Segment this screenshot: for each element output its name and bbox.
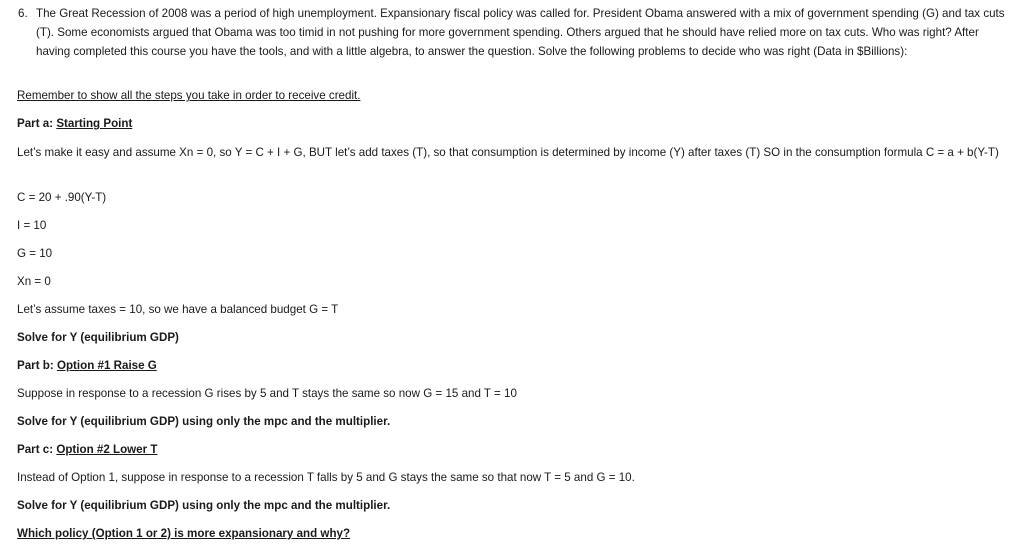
part-a-task: Solve for Y (equilibrium GDP) (17, 331, 179, 344)
equation-investment: I = 10 (17, 219, 47, 232)
reminder-text: Remember to show all the steps you take in order to receive credit. (17, 89, 361, 102)
part-a-heading (17, 117, 132, 130)
part-a-prefix: Part a: (17, 117, 57, 130)
part-a-taxes: Let’s assume taxes = 10, so we have a balanced budget G = T (17, 303, 339, 316)
part-a-title: Starting Point (56, 117, 133, 130)
part-a-intro: Let’s make it easy and assume Xn = 0, so Y = C + I + G, BUT let’s add taxes (T), so that consumption is determined by income (Y) after taxes (T) SO in the consumption formula C = a + b(Y-T) (17, 146, 999, 159)
part-c-task: Solve for Y (equilibrium GDP) using only the mpc and the multiplier. (17, 499, 391, 512)
part-c-text: Instead of Option 1, suppose in response to a recession T falls by 5 and G stays the same so that now T = 5 and G = 10. (17, 471, 635, 484)
part-b-text: Suppose in response to a recession G rises by 5 and T stays the same so now G = 15 and T = 10 (17, 387, 517, 400)
equation-net-exports: Xn = 0 (17, 275, 51, 288)
equation-government: G = 10 (17, 247, 53, 260)
part-c-prefix: Part c: (17, 443, 57, 456)
part-c-title: Option #2 Lower T (56, 443, 158, 456)
part-b-title: Option #1 Raise G (56, 359, 157, 372)
part-b-heading (17, 359, 157, 372)
part-b-task: Solve for Y (equilibrium GDP) using only the mpc and the multiplier. (17, 415, 391, 428)
question-block (18, 4, 1014, 61)
final-question: Which policy (Option 1 or 2) is more expansionary and why? (17, 527, 351, 540)
part-c-heading (17, 443, 157, 456)
question-number: 6. (18, 7, 28, 20)
equation-consumption: C = 20 + .90(Y-T) (17, 191, 107, 204)
part-b-prefix: Part b: (17, 359, 57, 372)
question-text: The Great Recession of 2008 was a period of high unemployment. Expansionary fiscal policy was called for. President Obama answered with a mix of government spending (G) and tax cuts (T). Some economists argued that Obama was too timid in not pushing for more government spending. Others argued that he should have relied more on tax cuts. Who was right? After having completed this course you have the tools, and with a little algebra, to answer the question. Solve the following problems to decide who was right (Data in $Billions): (36, 7, 1005, 58)
